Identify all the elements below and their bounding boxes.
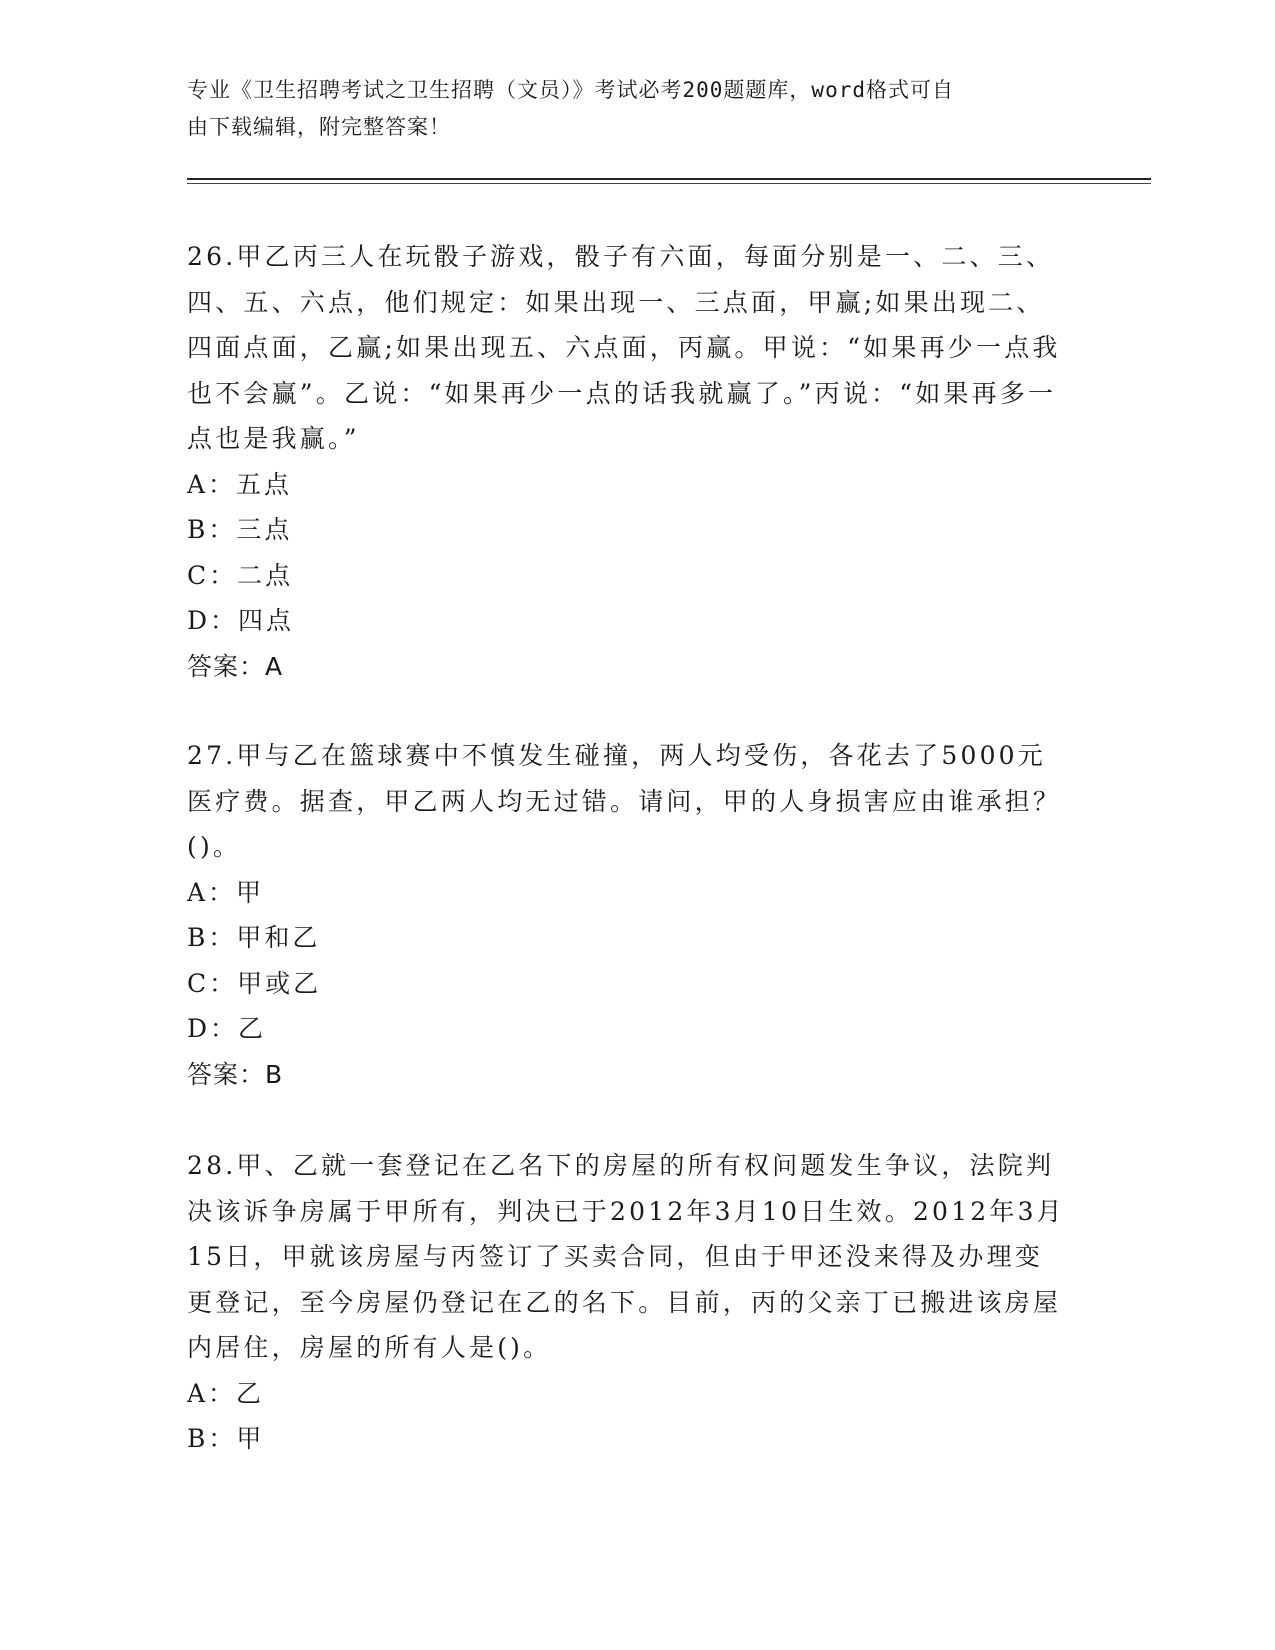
question-stem: 27.甲与乙在篮球赛中不慎发生碰撞，两人均受伤，各花去了5000元医疗费。据查，甲乙两人均无过错。请问，甲的人身损害应由谁承担？()。	[187, 741, 1062, 861]
option-b: B：三点	[187, 515, 293, 544]
option-d: D：四点	[187, 606, 295, 635]
option-b: B：甲和乙	[187, 923, 321, 952]
question-27	[187, 733, 1067, 1097]
header-line-2: 由下载编辑，附完整答案！	[187, 115, 451, 139]
option-b: B：甲	[187, 1424, 265, 1453]
header-divider-thin	[187, 183, 1151, 184]
question-26	[187, 234, 1067, 689]
option-a: A：甲	[187, 877, 265, 907]
question-stem: 28.甲、乙就一套登记在乙名下的房屋的所有权问题发生争议，法院判决该诉争房属于甲所有，判决已于2012年3月10日生效。2012年3月15日，甲就该房屋与丙签订了买卖合同，但由于甲还没来得及办理变更登记，至今房屋仍登记在乙的名下。目前，丙的父亲丁已搬进该房屋内居住，房屋的所有人是()。	[187, 1151, 1065, 1362]
option-a: A：乙	[187, 1378, 265, 1408]
answer-line: 答案：A	[187, 651, 284, 681]
option-a: A：五点	[187, 469, 293, 499]
question-stem: 26.甲乙丙三人在玩骰子游戏，骰子有六面，每面分别是一、二、三、四、五、六点，他们规定：如果出现一、三点面，甲赢;如果出现二、四面点面，乙赢;如果出现五、六点面，丙赢。甲说：“如果再少一点我也不会赢”。乙说：“如果再少一点的话我就赢了。”丙说：“如果再多一点也是我赢。”	[187, 242, 1061, 453]
header-line-1: 专业《卫生招聘考试之卫生招聘（文员）》考试必考200题题库，word格式可自	[187, 78, 954, 102]
option-c: C：甲或乙	[187, 968, 322, 998]
option-d: D：乙	[187, 1014, 267, 1043]
option-c: C：二点	[187, 560, 294, 590]
document-header	[187, 72, 1067, 146]
question-28	[187, 1143, 1067, 1462]
header-divider-thick	[187, 178, 1151, 180]
answer-line: 答案：B	[187, 1059, 284, 1089]
